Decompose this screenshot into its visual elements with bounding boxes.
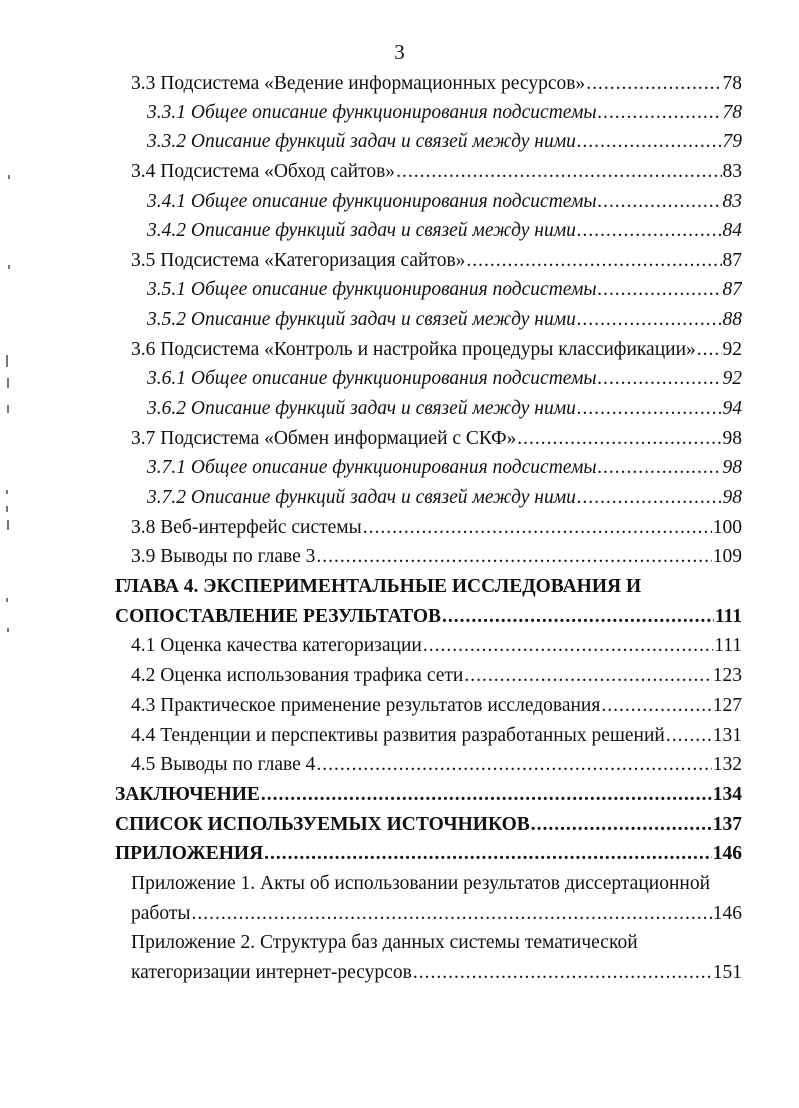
toc-page: 98 (722, 487, 742, 508)
toc-label: 4.3 Практическое применение результатов исследования (131, 695, 601, 716)
leader-dots (531, 812, 712, 838)
leader-dots (598, 189, 722, 215)
toc-entry-3-5-1[interactable] (147, 277, 742, 303)
leader-dots (191, 901, 711, 927)
toc-label: 4.4 Тенденции и перспективы развития разработанных решений (131, 725, 665, 746)
leader-dots (413, 960, 712, 986)
leader-dots (598, 277, 722, 303)
leader-dots (363, 515, 712, 541)
toc-page: 146 (712, 843, 742, 864)
scan-mark (7, 520, 9, 530)
toc-label: 3.4 Подсистема «Обход сайтов» (131, 161, 396, 182)
scan-mark (8, 175, 10, 179)
leader-dots (464, 663, 711, 689)
toc-entry-chapter-4[interactable] (115, 604, 742, 630)
leader-dots (577, 218, 722, 244)
toc-entry-4-5[interactable] (131, 752, 742, 778)
appendix-2-title-line1[interactable]: Приложение 2. Структура баз данных системы тематической (131, 932, 638, 953)
toc-entry-3-7[interactable] (131, 426, 742, 452)
toc-label: 4.1 Оценка качества категоризации (131, 635, 422, 656)
toc-page: 83 (722, 191, 742, 212)
leader-dots (666, 723, 712, 749)
leader-dots (577, 396, 722, 422)
leader-dots (261, 782, 712, 808)
page-number: 3 (394, 40, 405, 64)
toc-page: 132 (712, 754, 742, 775)
leader-dots (442, 604, 714, 630)
toc-entry-3-6[interactable] (131, 337, 742, 363)
toc-label: 4.5 Выводы по главе 4 (131, 754, 316, 775)
leader-dots (517, 426, 721, 452)
toc-page: 94 (722, 398, 742, 419)
toc-page: 131 (712, 725, 742, 746)
scan-mark (6, 490, 8, 494)
toc-entry-conclusion[interactable] (115, 782, 742, 808)
toc-label: 3.6.1 Общее описание функционирования подсистемы (147, 368, 597, 389)
toc-entry-3-6-2[interactable] (147, 396, 742, 422)
toc-label: 3.7.1 Общее описание функционирования подсистемы (147, 457, 597, 478)
toc-entry-3-9[interactable] (131, 544, 742, 570)
toc-page: 127 (712, 695, 742, 716)
toc-page: 98 (722, 428, 742, 449)
toc-label: 3.7.2 Описание функций задач и связей между ними (147, 487, 576, 508)
toc-entry-3-3-2[interactable] (147, 129, 742, 155)
toc-label: 3.3 Подсистема «Ведение информационных ресурсов» (131, 73, 586, 94)
scan-mark (7, 378, 9, 388)
scan-mark (6, 598, 8, 602)
leader-dots (577, 129, 722, 155)
toc-page: 111 (714, 635, 742, 656)
toc-entry-sources[interactable] (115, 812, 742, 838)
leader-dots (598, 100, 722, 126)
toc-label: работы (131, 903, 191, 924)
toc-entry-3-4-2[interactable] (147, 218, 742, 244)
leader-dots (697, 337, 722, 363)
toc-entry-4-4[interactable] (131, 723, 742, 749)
toc-label: 3.8 Веб-интерфейс системы (131, 517, 362, 538)
toc-label: 3.5.1 Общее описание функционирования подсистемы (147, 279, 597, 300)
toc-entry-3-3-1[interactable] (147, 100, 742, 126)
leader-dots (316, 752, 711, 778)
toc-label: 3.5 Подсистема «Категоризация сайтов» (131, 250, 466, 271)
toc-label: 3.6.2 Описание функций задач и связей между ними (147, 398, 576, 419)
scan-mark (7, 628, 9, 632)
toc-entry-4-2[interactable] (131, 663, 742, 689)
toc-page: 134 (712, 784, 742, 805)
toc-label: СПИСОК ИСПОЛЬЗУЕМЫХ ИСТОЧНИКОВ (115, 814, 530, 835)
scan-mark (7, 405, 9, 413)
toc-page: 146 (712, 903, 742, 924)
toc-entry-3-7-1[interactable] (147, 455, 742, 481)
toc-label: 3.4.1 Общее описание функционирования подсистемы (147, 191, 597, 212)
toc-page: 84 (722, 220, 742, 241)
toc-entry-appendix-2[interactable] (131, 960, 742, 986)
toc-entry-4-1[interactable] (131, 633, 742, 659)
leader-dots (396, 159, 721, 185)
toc-page: 88 (722, 309, 742, 330)
toc-entry-3-7-2[interactable] (147, 485, 742, 511)
toc-entry-3-6-1[interactable] (147, 366, 742, 392)
toc-page: 78 (722, 73, 742, 94)
toc-page: 123 (712, 665, 742, 686)
toc-label: 3.4.2 Описание функций задач и связей между ними (147, 220, 576, 241)
leader-dots (598, 366, 722, 392)
toc-label: категоризации интернет-ресурсов (131, 962, 412, 983)
toc-entry-3-4[interactable] (131, 159, 742, 185)
toc-page: 87 (722, 279, 742, 300)
leader-dots (577, 485, 722, 511)
leader-dots (586, 71, 721, 97)
toc-entry-3-4-1[interactable] (147, 189, 742, 215)
appendix-1-title-line1[interactable]: Приложение 1. Акты об использовании результатов диссертационной (131, 873, 711, 894)
toc-label: 3.3.1 Общее описание функционирования подсистемы (147, 102, 597, 123)
leader-dots (423, 633, 713, 659)
toc-label: 3.9 Выводы по главе 3 (131, 546, 316, 567)
toc-page: 83 (722, 161, 742, 182)
toc-page: 100 (712, 517, 742, 538)
toc-label: 3.7 Подсистема «Обмен информацией с СКФ» (131, 428, 517, 449)
scan-mark (6, 355, 8, 367)
toc-label: СОПОСТАВЛЕНИЕ РЕЗУЛЬТАТОВ (115, 606, 442, 627)
scan-mark (6, 506, 8, 512)
leader-dots (316, 544, 711, 570)
toc-label: 3.5.2 Описание функций задач и связей между ними (147, 309, 576, 330)
toc-page: 151 (712, 962, 742, 983)
toc-page: 78 (722, 102, 742, 123)
toc-entry-3-5-2[interactable] (147, 307, 742, 333)
toc-entry-3-3[interactable] (131, 71, 742, 97)
leader-dots (598, 455, 722, 481)
toc-page: 92 (722, 339, 742, 360)
toc-entry-appendix-1[interactable] (131, 901, 742, 927)
leader-dots (466, 248, 721, 274)
chapter-4-title-line1[interactable]: ГЛАВА 4. ЭКСПЕРИМЕНТАЛЬНЫЕ ИССЛЕДОВАНИЯ И (115, 576, 642, 597)
toc-label: ПРИЛОЖЕНИЯ (115, 843, 264, 864)
toc-label: ЗАКЛЮЧЕНИЕ (115, 784, 260, 805)
toc-page: 87 (722, 250, 742, 271)
toc-entry-4-3[interactable] (131, 693, 742, 719)
toc-label: 3.6 Подсистема «Контроль и настройка процедуры классификации» (131, 339, 696, 360)
toc-page: 109 (712, 546, 742, 567)
toc-entry-3-8[interactable] (131, 515, 742, 541)
leader-dots (264, 841, 712, 867)
toc-label: 4.2 Оценка использования трафика сети (131, 665, 464, 686)
toc-page: 79 (722, 131, 742, 152)
toc-page: 137 (712, 814, 742, 835)
leader-dots (577, 307, 722, 333)
leader-dots (601, 693, 711, 719)
toc-page: 92 (722, 368, 742, 389)
toc-label: 3.3.2 Описание функций задач и связей между ними (147, 131, 576, 152)
scan-mark (8, 265, 10, 269)
toc-page: 98 (722, 457, 742, 478)
toc-page: 111 (714, 606, 742, 627)
toc-entry-appendices[interactable] (115, 841, 742, 867)
toc-entry-3-5[interactable] (131, 248, 742, 274)
